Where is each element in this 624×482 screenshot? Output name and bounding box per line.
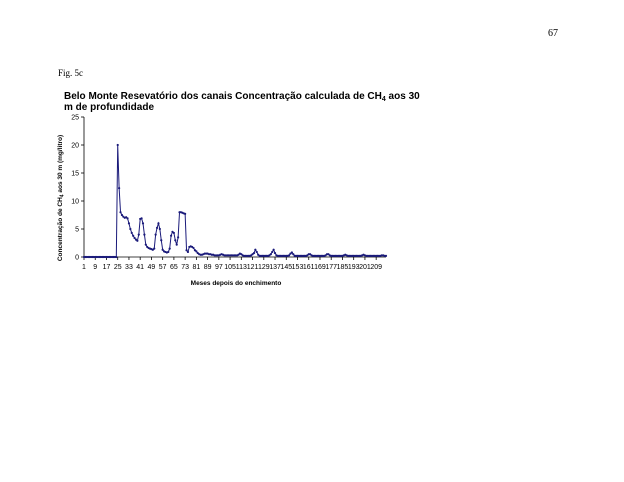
y-axis-label-end: aos 30 m (mg/litro) [57,134,64,195]
data-point [176,244,178,246]
chart-axes [84,117,386,257]
data-point [169,248,171,250]
data-point [155,234,157,236]
x-tick-label: 201 [359,264,371,271]
data-point [187,251,189,253]
data-point [142,222,144,224]
x-tick-label: 185 [336,264,349,271]
x-tick-label: 129 [257,264,270,271]
data-point [157,222,159,224]
data-point [273,249,275,251]
y-axis-label [57,135,66,261]
x-tick-label: 73 [181,264,190,271]
y-tick-label: 25 [71,114,79,122]
data-point [132,235,134,237]
data-point [131,232,133,234]
x-tick-label: 145 [280,264,293,271]
y-tick-label: 0 [75,254,79,262]
x-tick-label: 49 [147,264,156,271]
series-line-path [84,145,386,257]
x-tick-label: 65 [169,264,178,271]
data-point [129,228,131,230]
x-tick-label: 17 [102,264,111,271]
data-point [162,249,164,251]
data-point [121,214,123,216]
data-point [133,237,135,239]
x-tick-label: 113 [235,264,247,271]
data-point [270,253,272,255]
data-point [136,240,138,242]
data-point [274,252,276,254]
data-point [192,247,194,249]
y-tick-label: 5 [75,226,79,234]
x-tick-label: 209 [370,264,383,271]
data-point [126,217,128,219]
x-tick-label: 137 [269,264,281,271]
figure-label: Fig. 5c [58,68,84,78]
data-point [385,255,387,257]
x-tick-label: 57 [158,264,167,271]
data-point [173,232,175,234]
x-tick-label: 153 [291,264,304,271]
y-ticks [71,115,84,262]
y-tick-label: 20 [71,142,79,150]
data-point [156,227,158,229]
chart-title-subscript: 4 [381,96,386,103]
x-ticks [82,257,382,271]
data-point [195,250,197,252]
x-tick-label: 1 [82,264,86,271]
x-tick-label: 193 [347,264,360,271]
data-point [170,235,172,237]
data-point [145,244,147,246]
y-axis-label-main: Concentração de CH [57,197,64,262]
y-axis-label-subscript: 4 [59,194,66,198]
x-axis-label: Meses depois do enchimento [190,280,282,287]
y-tick-label: 10 [71,198,79,206]
data-point [118,187,120,189]
x-tick-label: 177 [325,264,338,271]
x-tick-label: 81 [192,264,201,271]
data-point [185,249,187,251]
x-tick-label: 161 [302,264,315,271]
data-point [159,228,161,230]
data-point [119,211,121,213]
chart-title-main: Belo Monte Resevatório dos canais Concentração calculada de CH [64,91,382,102]
page-number: 67 [548,28,558,39]
x-tick-label: 9 [93,264,98,271]
x-tick-label: 169 [314,264,326,271]
data-point [174,239,176,241]
data-point [140,217,142,219]
data-point [143,234,145,236]
data-point [167,251,169,253]
data-point [117,144,119,146]
x-tick-label: 97 [214,264,223,271]
x-tick-label: 121 [246,264,259,271]
x-tick-label: 41 [136,264,145,271]
data-point [177,236,179,238]
data-point [253,252,255,254]
data-point [256,251,258,253]
series-line [83,144,387,258]
data-point [254,249,256,251]
x-tick-label: 33 [125,264,133,271]
data-point [184,213,186,215]
data-point [160,239,162,241]
data-point [153,248,155,250]
data-point [128,222,130,224]
data-point [292,253,294,255]
data-point [138,234,140,236]
chart-title-end: aos 30 m de profundidade [64,91,420,113]
y-tick-label: 15 [71,170,79,178]
x-tick-label: 105 [224,264,236,271]
x-tick-label: 89 [203,264,212,271]
data-point [291,251,293,253]
x-tick-label: 25 [113,264,122,271]
data-point [115,256,117,258]
data-point [288,254,290,256]
data-point [271,251,273,253]
